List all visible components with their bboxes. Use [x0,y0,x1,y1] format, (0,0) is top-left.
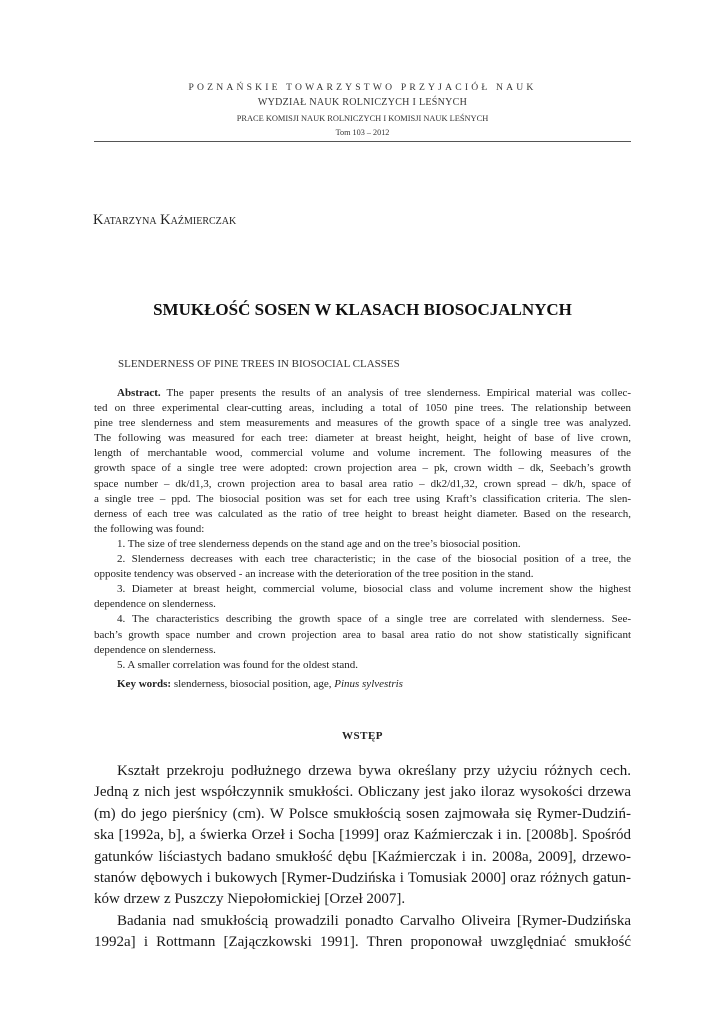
abstract-line: Abstract. The paper presents the results of an analysis of tree slenderness. Empirical material was collec- [117,387,631,399]
volume-header: Tom 103 – 2012 [335,128,390,137]
abstract-line: space number – dk/d1,3, crown projection area to basal area ratio – dk2/d1,32, crown spread – dk/h, space of [94,477,631,490]
abstract-line: growth space of a single tree were adopted: crown projection area – pk, crown width – dk, Seebach’s growth [94,462,631,475]
series-header: PRACE KOMISJI NAUK ROLNICZYCH I KOMISJI NAUK LEŚNYCH [236,114,489,123]
finding-item-cont: dependence on slenderness. [94,598,216,611]
abstract-line: derness of each tree was calculated as the ratio of tree height to breast height diameter. Based on the research, [94,507,631,520]
faculty-header: WYDZIAŁ NAUK ROLNICZYCH I LEŚNYCH [257,97,468,108]
paragraph-1 [94,761,631,911]
abstract-line: ted on three experimental clear-cutting areas, including a total of 1050 pine trees. The relationship between [94,402,631,415]
finding-item-cont: bach’s growth space number and crown projection area to basal area ratio do not show statistically significant [94,628,631,641]
body-line: (m) do jego pierśnicy (cm). W Polsce smukłością sosen zajmowała się Rymer-Dudziń- [94,805,631,822]
abstract-line: The following was measured for each tree: diameter at breast height, height, height of base of live crown, [94,432,631,445]
body-line: stanów dębowych i bukowych [Rymer-Dudzińska i Tomusiak 2000] oraz różnych gatun- [94,870,631,887]
body-line: Jedną z nich jest współczynnik smukłości. Obliczany jest jako iloraz wysokości drzewa [94,784,631,801]
body-line: 1992a] i Rottmann [Zajączkowski 1991]. Thren proponował uwzględniać smukłość [94,934,631,951]
finding-item: 4. The characteristics describing the growth space of a single tree are correlated with slenderness. See- [117,613,631,626]
body-text [94,761,631,954]
body-line: gatunków liściastych badano smukłość dębu [Kaźmierczak i in. 2008a, 2009], drzewo- [94,848,631,865]
finding-item-cont: opposite tendency was observed - an increase with the deterioration of the tree position in the stand. [94,568,534,581]
abstract-line: a single tree – ppd. The biosocial position was set for each tree using Kraft’s classification criteria. The slen- [94,492,631,505]
body-line: Badania nad smukłością prowadzili ponadto Carvalho Oliveira [Rymer-Dudzińska [117,912,631,929]
abstract-label: Abstract. [117,387,161,399]
paragraph-2 [94,911,631,954]
finding-item: 2. Slenderness decreases with each tree characteristic; in the case of the biosocial position of a tree, the [117,553,631,566]
finding-item: 1. The size of tree slenderness depends on the stand age and on the tree’s biosocial position. [117,537,521,550]
abstract-line: the following was found: [94,522,205,535]
keywords-label: Key words: [117,678,172,690]
finding-item: 3. Diameter at breast height, commercial volume, biosocial class and volume increment show the highest [117,583,631,596]
abstract-line: length of merchantable wood, commercial volume and volume increment. The following measures of the [94,447,631,460]
keywords-species: Pinus sylvestris [334,678,403,690]
abstract-line: pine tree slenderness and stem measurements and measures of the growth space of a single tree was analyzed. [94,417,631,430]
keywords [94,678,631,690]
body-line: ska [1992a, b], a świerka Orzeł i Socha [1999] oraz Kaźmierczak i in. [2008b]. Spośród [94,827,631,844]
english-title: SLENDERNESS OF PINE TREES IN BIOSOCIAL CLASSES [118,358,400,370]
abstract [94,386,631,673]
society-header: POZNAŃSKIE TOWARZYSTWO PRZYJACIÓŁ NAUK [188,82,537,93]
paper-title: SMUKŁOŚĆ SOSEN W KLASACH BIOSOCJALNYCH [153,300,572,319]
header-rule [94,141,631,142]
finding-item-cont: dependence on slenderness. [94,643,216,656]
keywords-text: slenderness, biosocial position, age, [171,678,335,690]
body-line: ków drzew z Puszczy Niepołomickiej [Orzeł 2007]. [94,891,406,908]
findings-list [94,537,631,673]
abstract-body [94,386,631,537]
body-line: Kształt przekroju podłużnego drzewa bywa określany przy użyciu różnych cech. [117,763,631,779]
author-name: Katarzyna Kaźmierczak [93,212,237,228]
section-heading: WSTĘP [341,730,383,742]
finding-item: 5. A smaller correlation was found for the oldest stand. [117,658,359,671]
